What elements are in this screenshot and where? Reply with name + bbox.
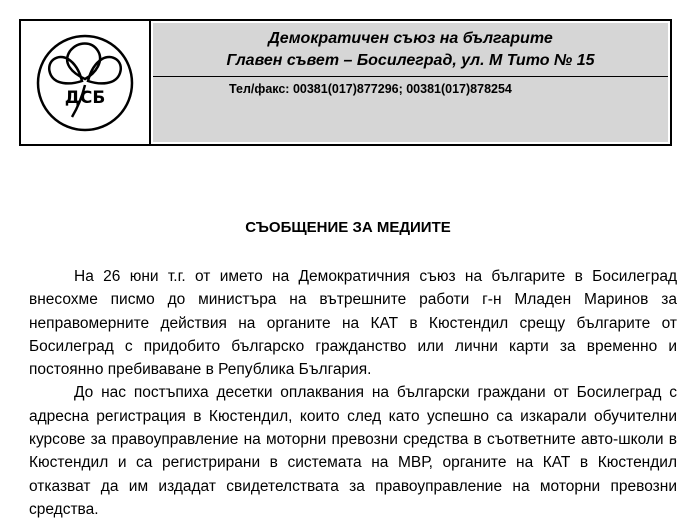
logo-cell (21, 21, 151, 144)
organization-address: Главен съвет – Босилеград, ул. М Тито № 15 (226, 51, 595, 69)
letterhead-info (151, 21, 670, 144)
document-title: СЪОБЩЕНИЕ ЗА МЕДИИТЕ (245, 219, 451, 236)
organization-name: Демократичен съюз на българите (268, 29, 553, 47)
contact-phone-fax: Тел/факс: 00381(017)877296; 00381(017)878254 (229, 82, 512, 96)
logo-text: ДСБ (64, 87, 106, 108)
dsb-clover-logo-icon (32, 33, 138, 133)
document-body (29, 265, 677, 521)
body-paragraph: На 26 юни т.г. от името на Демократичния съюз на българите в Босилеград внесохме писмо до министъра на вътрешните работи г-н Младен Маринов за неправомерните действия на органите на КАТ в Кюстендил срещу българите от Босилеград с придобито българско гражданство или лични карти за временно и постоянно пребиваване в Република България. (29, 268, 677, 379)
letterhead-contact-area (153, 77, 668, 142)
body-paragraph: До нас постъпиха десетки оплаквания на български граждани от Босилеград с адресна регистрация в Кюстендил, които след като успешно са изкарали обучителни курсове за правоуправление на моторни превозни средства в съответните авто-школи в Кюстендил и са регистрирани в системата на МВР, органите на КАТ в Кюстендил отказват да им издадат свидетелствата за правоуправление на моторни превозни средства. (29, 384, 677, 518)
letterhead-heading (153, 23, 668, 77)
letterhead (19, 19, 672, 146)
